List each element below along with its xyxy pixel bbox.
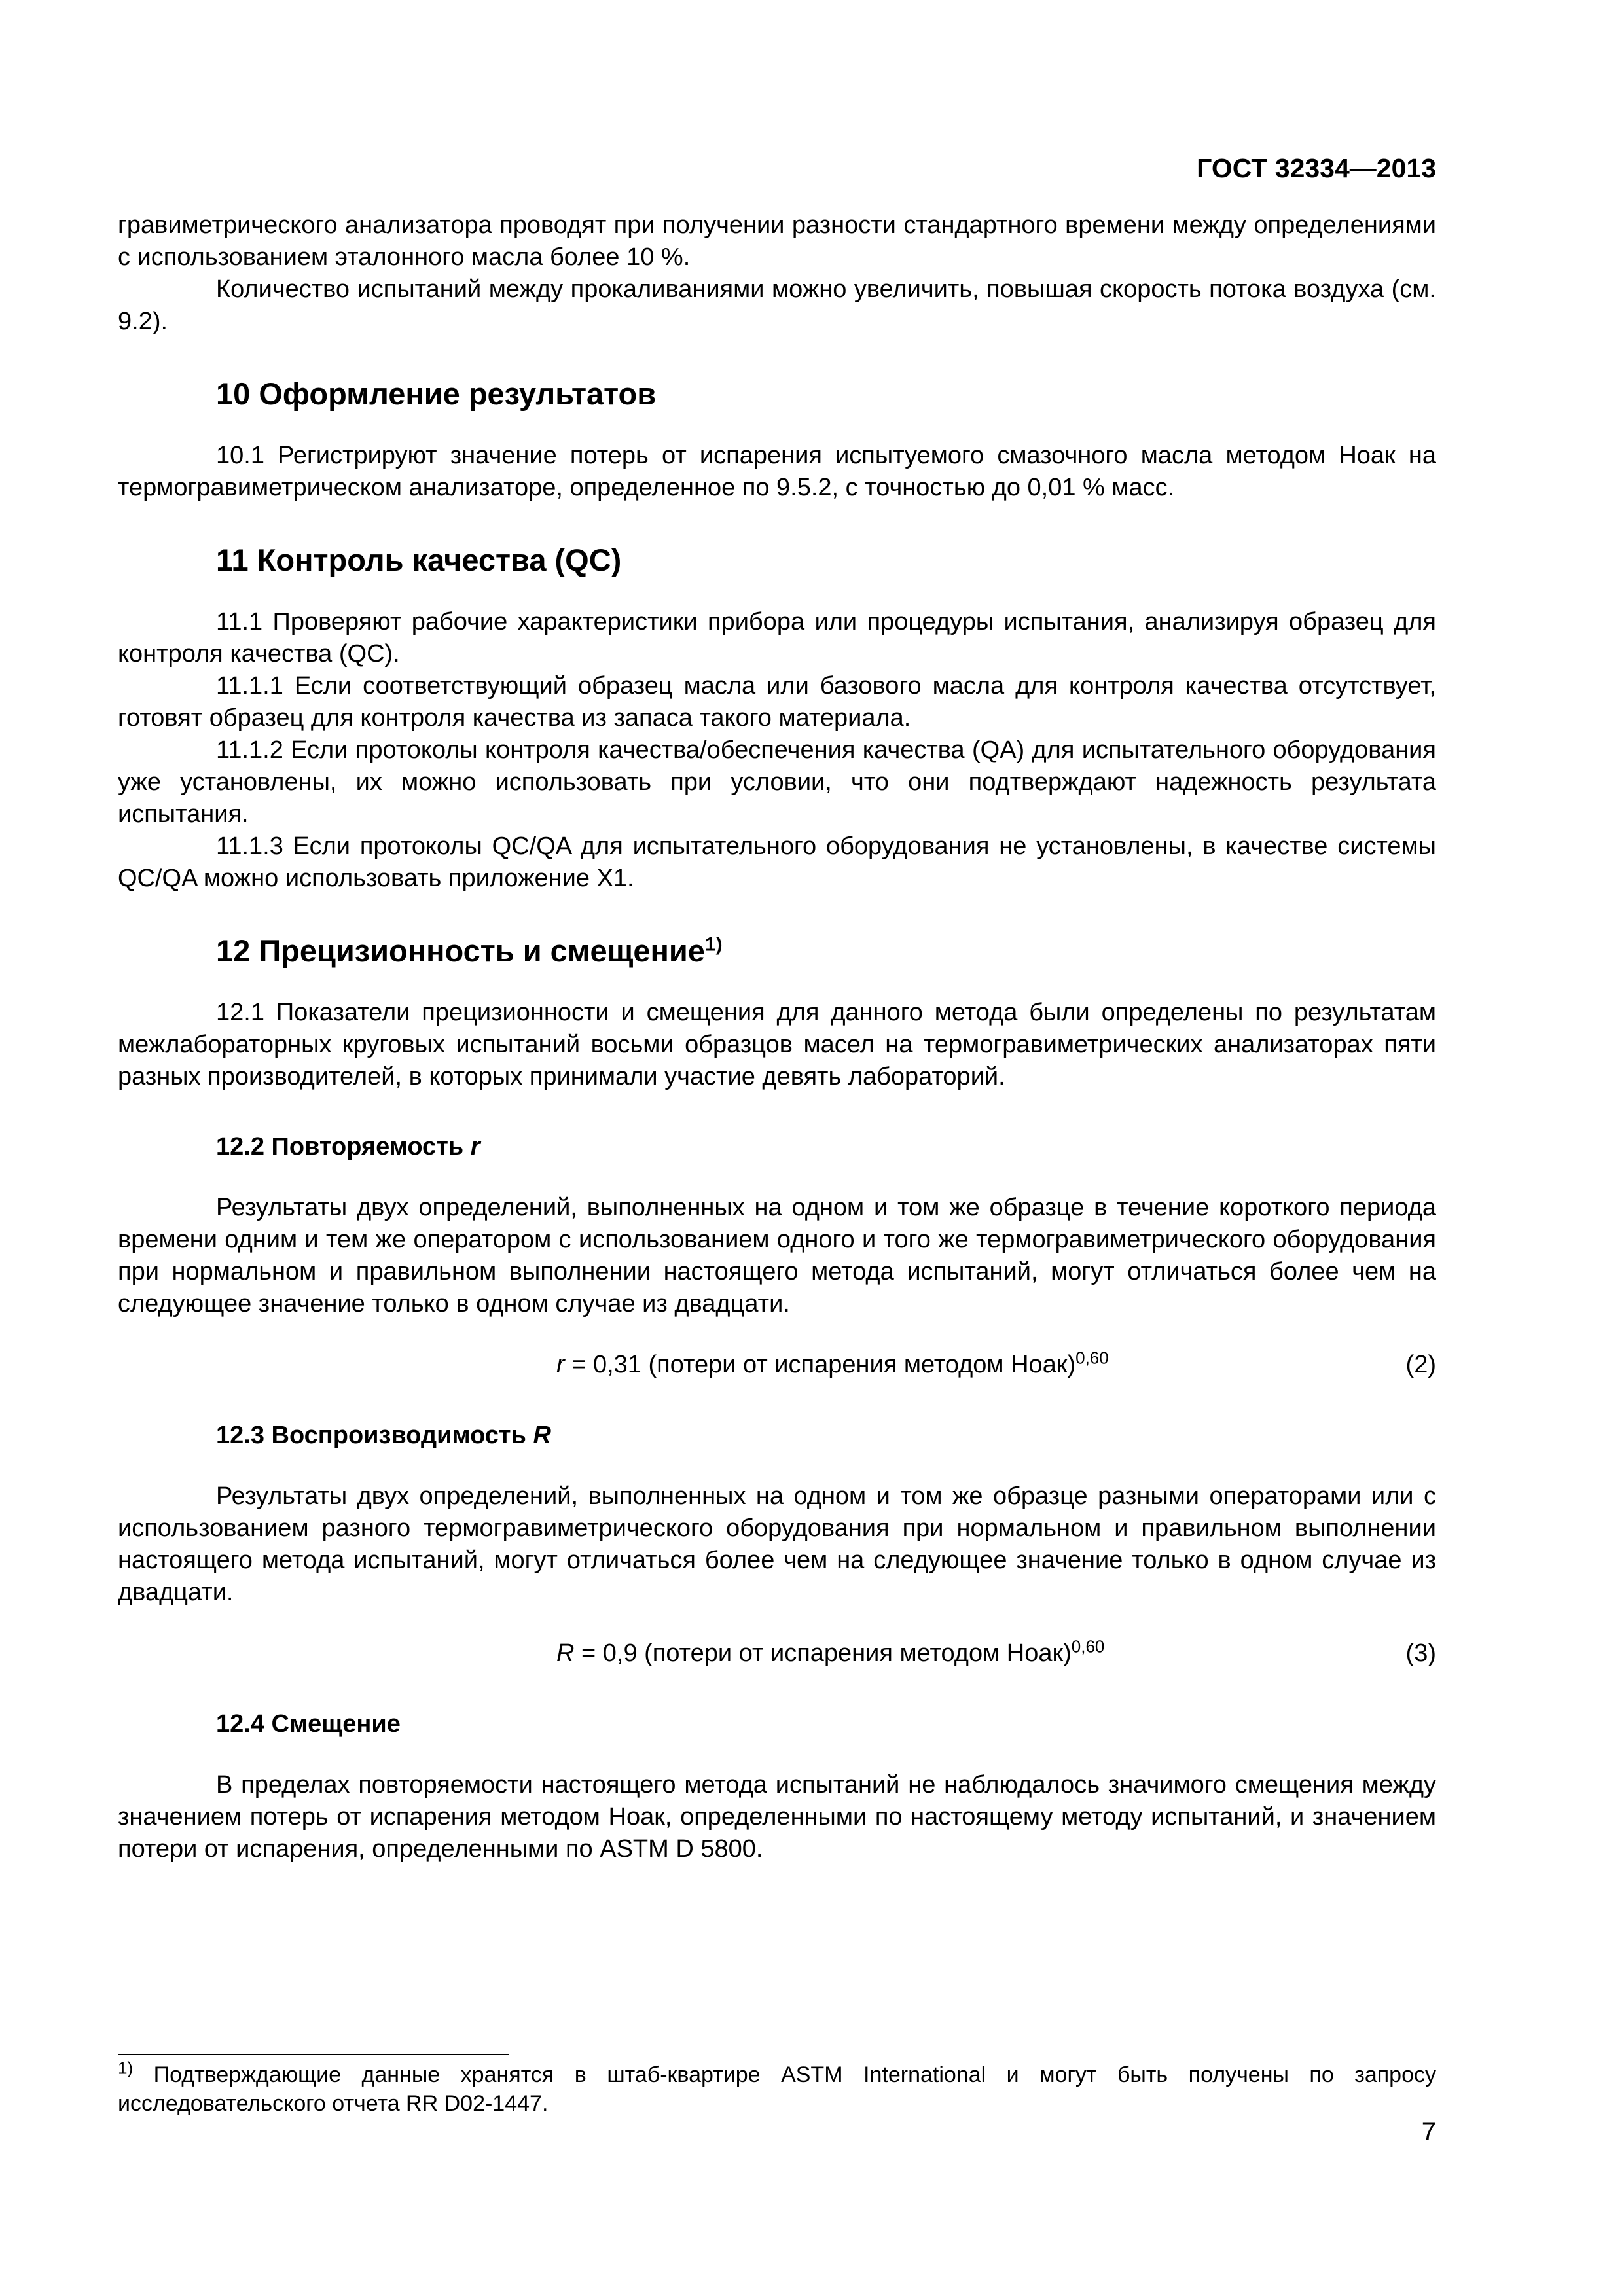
paragraph-10-1: 10.1 Регистрируют значение потерь от испарения испытуемого смазочного масла методом Ноак на термогравиметрическом анализаторе, определенное по 9.5.2, с точностью до 0,01 % масс. (118, 442, 1436, 501)
footnote (118, 2060, 1436, 2118)
paragraph-11-1-3: 11.1.3 Если протоколы QC/QA для испытательного оборудования не установлены, в качестве системы QC/QA можно использовать приложение X1. (118, 833, 1436, 892)
footnote-divider (118, 2054, 509, 2055)
reproducibility-symbol: R (533, 1422, 551, 1449)
paragraph-12-3: Результаты двух определений, выполненных на одном и том же образце разными операторами или с использованием разного термогравиметрического оборудования при нормальном и правильном выполнении настоящего метода испытаний, могут отличаться более чем на следующее значение только в одном случае из двадцати. (118, 1482, 1436, 1606)
paragraph-12-2: Результаты двух определений, выполненных на одном и том же образце в течение короткого периода времени одним и тем же оператором с использованием одного и того же термогравиметрического оборудования при нормальном и правильном выполнении настоящего метода испытаний, могут отличаться более чем на следующее значение только в одном случае из двадцати. (118, 1194, 1436, 1318)
formula-3 (118, 1632, 1436, 1670)
formula-3-expression: R = 0,9 (потери от испарения методом Ноак)$^{0,60}$ (556, 1636, 1105, 1667)
paragraph-12-1: 12.1 Показатели прецизионности и смещения для данного метода были определены по результатам межлабораторных круговых испытаний восьми образцов масел на термогравиметрических анализаторах пяти разных производителей, в которых принимали участие девять лабораторий. (118, 999, 1436, 1090)
standard-designation: ГОСТ 32334—2013 (1197, 153, 1436, 183)
formula-3-number: (3) (1405, 1640, 1436, 1667)
footnote-mark: 1) (118, 2058, 134, 2078)
paragraph-continuation: гравиметрического анализатора проводят при получении разности стандартного времени между определениями с использованием эталонного масла более 10 %. (118, 211, 1436, 271)
subsection-12-2-heading: 12.2 Повторяемость r (216, 1133, 480, 1160)
paragraph-12-4: В пределах повторяемости настоящего метода испытаний не наблюдалось значимого смещения между значением потерь от испарения методом Ноак, определенными по настоящему методу испытаний, и значением потери от испарения, определенными по ASTM D 5800. (118, 1771, 1436, 1863)
formula-2-number: (2) (1405, 1351, 1436, 1378)
document-page (118, 152, 1436, 1865)
repeatability-symbol: r (470, 1133, 480, 1160)
section-11-heading: 11 Контроль качества (QC) (216, 543, 622, 577)
section-12-title: 12 Прецизионность и смещение (216, 933, 705, 968)
subsection-12-3-heading: 12.3 Воспроизводимость R (216, 1422, 551, 1449)
page-number: 7 (1421, 2117, 1436, 2146)
subsection-12-4-heading: 12.4 Смещение (216, 1710, 401, 1738)
paragraph-11-1-2: 11.1.2 Если протоколы контроля качества/обеспечения качества (QA) для испытательного оборудования уже установлены, их можно использовать при условии, что они подтверждают надежность результата испытания. (118, 736, 1436, 828)
paragraph: Количество испытаний между прокаливаниями можно увеличить, повышая скорость потока воздуха (см. 9.2). (118, 276, 1436, 335)
formula-2 (118, 1344, 1436, 1382)
formula-2-expression: r = 0,31 (потери от испарения методом Ноак)$^{0,60}$ (556, 1348, 1109, 1378)
paragraph-11-1: 11.1 Проверяют рабочие характеристики прибора или процедуры испытания, анализируя образец для контроля качества (QC). (118, 608, 1436, 668)
section-10-heading: 10 Оформление результатов (216, 376, 657, 411)
footnote-reference: 1) (704, 933, 723, 956)
footnote-text: Подтверждающие данные хранятся в штаб-квартире ASTM International и могут быть получены по запросу исследовательского отчета RR D02-1447. (118, 2062, 1436, 2116)
section-12-heading (216, 931, 1436, 971)
paragraph-11-1-1: 11.1.1 Если соответствующий образец масла или базового масла для контроля качества отсутствует, готовят образец для контроля качества из запаса такого материала. (118, 672, 1436, 732)
